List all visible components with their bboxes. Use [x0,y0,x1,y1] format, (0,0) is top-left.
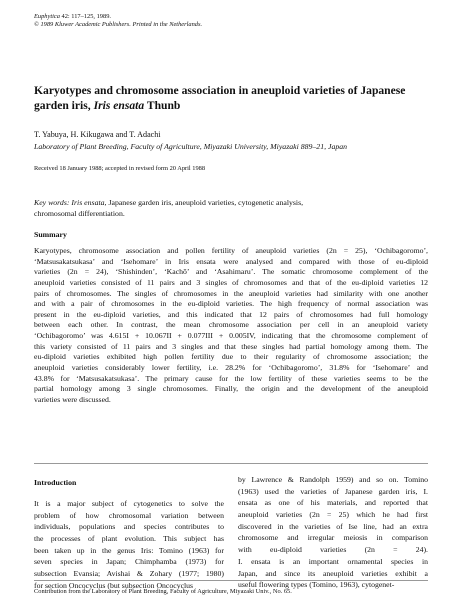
title-line-1: Karyotypes and chromosome association in aneuploid varieties of Japanese [34,84,406,97]
text-line: with eu-diploid varieties (2n = 24). [238,545,428,555]
text-line: pairs of chromosomes. The singles of chromosomes in the aneuploid varieties had similarity with one another [34,288,428,298]
journal-name: Euphytica [34,13,60,20]
text-line: ‘Matsusakatsukasa’ and ‘Isehomare’ in Iris ensata were analysed and compared with those of eu-diploid [34,256,428,266]
text-line: aneuploid varieties considerably lower fertility, i.e. 28.2% for ‘Ochibagoromo’, 31.8% for ‘Isehomare’ and [34,363,428,373]
introduction-heading: Introduction [34,478,77,487]
text-line: eu-diploid varieties exhibited high pollen fertility due to their regularity of chromosome association; the [34,352,428,362]
journal-volume: 42: 117–125, 1989. [59,13,111,20]
keywords-label: Key words: [34,198,70,207]
title-line-2: garden iris, Iris ensata Thunb [34,99,181,112]
text-line: present in the eu-diploid varieties, and this indicated that 12 pairs of chromosomes had full homology [34,309,428,319]
text-line: individuals, populations and species contributes to [34,522,224,532]
text-line: 43.8% for ‘Matsusakatsukasa’. The primary cause for the low fertility of these varieties seems to be the [34,373,428,383]
text-line: by Lawrence & Randolph 1959) and so on. Tomino [238,475,428,484]
paper-title [34,83,426,113]
text-line: useful flowering types (Tomino, 1963), cytogenet- [238,580,395,590]
journal-header [34,13,202,29]
species-name: Iris ensata [93,99,145,112]
text-line: and with a pair of chromosomes in the eu-diploid varieties. The high frequency of normal association was [34,299,428,309]
keywords-species: Iris ensata [71,198,105,207]
section-divider [34,463,428,464]
summary-text [34,246,428,406]
footnote-divider [34,580,428,581]
text-line: (1963) used the varieties of Japanese garden iris, I. [238,486,428,496]
text-line: seven species in Japan; Chimphamba (1973) for [34,557,224,567]
text-line: varieties were discussed. [34,394,111,404]
text-line: the processes of plant evolution. This subject has [34,534,224,544]
text-line: Karyotypes, chromosome association and pollen fertility of aneuploid varieties (2n = 25), ‘Ochibagoromo’, [34,246,428,255]
footnote: Contribution from the Laboratory of Plant Breeding, Faculty of Agriculture, Miyazaki Univ., No. 65. [34,588,292,595]
summary-heading: Summary [34,230,67,239]
introduction-left-column [34,498,224,592]
introduction-right-column [238,474,428,591]
text-line: discovered in the varieties of Ise line, had an extra [238,521,428,531]
text-line: ‘Ochibagoromo’ was 4.615I + 10.067II + 0.077III + 0.005IV, indicating that the chromosome complement of [34,331,428,341]
affiliation: Laboratory of Plant Breeding, Faculty of Agriculture, Miyazaki University, Miyazaki 889–21, Japan [34,142,348,151]
text-line: Japan, and since its aneuploid varieties exhibit a [238,568,428,578]
text-line: aneuploid varieties consisted of 11 pairs and 3 singles of chromosomes and that of the eu-diploid varieties 12 [34,277,428,287]
text-line: partial homology among 3 single chromosomes. Finally, the origin and the development of the aneuploid [34,384,428,394]
copyright-line: © 1989 Kluwer Academic Publishers. Printed in the Netherlands. [34,21,203,28]
received-dates: Received 18 January 1988; accepted in revised form 20 April 1988 [34,165,206,172]
text-line: I. ensata is an important ornamental species in [238,556,428,566]
text-line: chromosome and irregular meiosis in comparison [238,533,428,543]
text-line: aneuploid varieties (2n = 25) which he had first [238,510,428,520]
author-list: T. Yabuya, H. Kikugawa and T. Adachi [34,130,161,139]
text-line: ensata as one of his materials, and reported that [238,498,428,508]
text-line: problem of how chromosomal variation between [34,510,224,520]
text-line: for section Oncocyclus (but subsection Oncocyclus [34,580,194,590]
text-line: subsection Evansia; Avishai & Zohary (1977; 1980) [34,569,224,579]
text-line: varieties (2n = 24), ‘Shishinden’, ‘Kachō’ and ‘Asahimaru’. The somatic chromosome complement of the [34,267,428,277]
text-line: been taken up in the genus Iris: Tomino (1963) for [34,545,224,555]
keywords: Key words: Iris ensata, Japanese garden iris, aneuploid varieties, cytogenetic analysis, chromosomal differentiation. [34,198,304,218]
text-line: It is a major subject of cytogenetics to solve the [34,499,224,508]
text-line: between each other. In contrast, the mean chromosome association per cell in an aneuploid variety [34,320,428,330]
text-line: this variety consisted of 11 pairs and 3 singles and that these singles had partial homology among them. The [34,341,428,351]
